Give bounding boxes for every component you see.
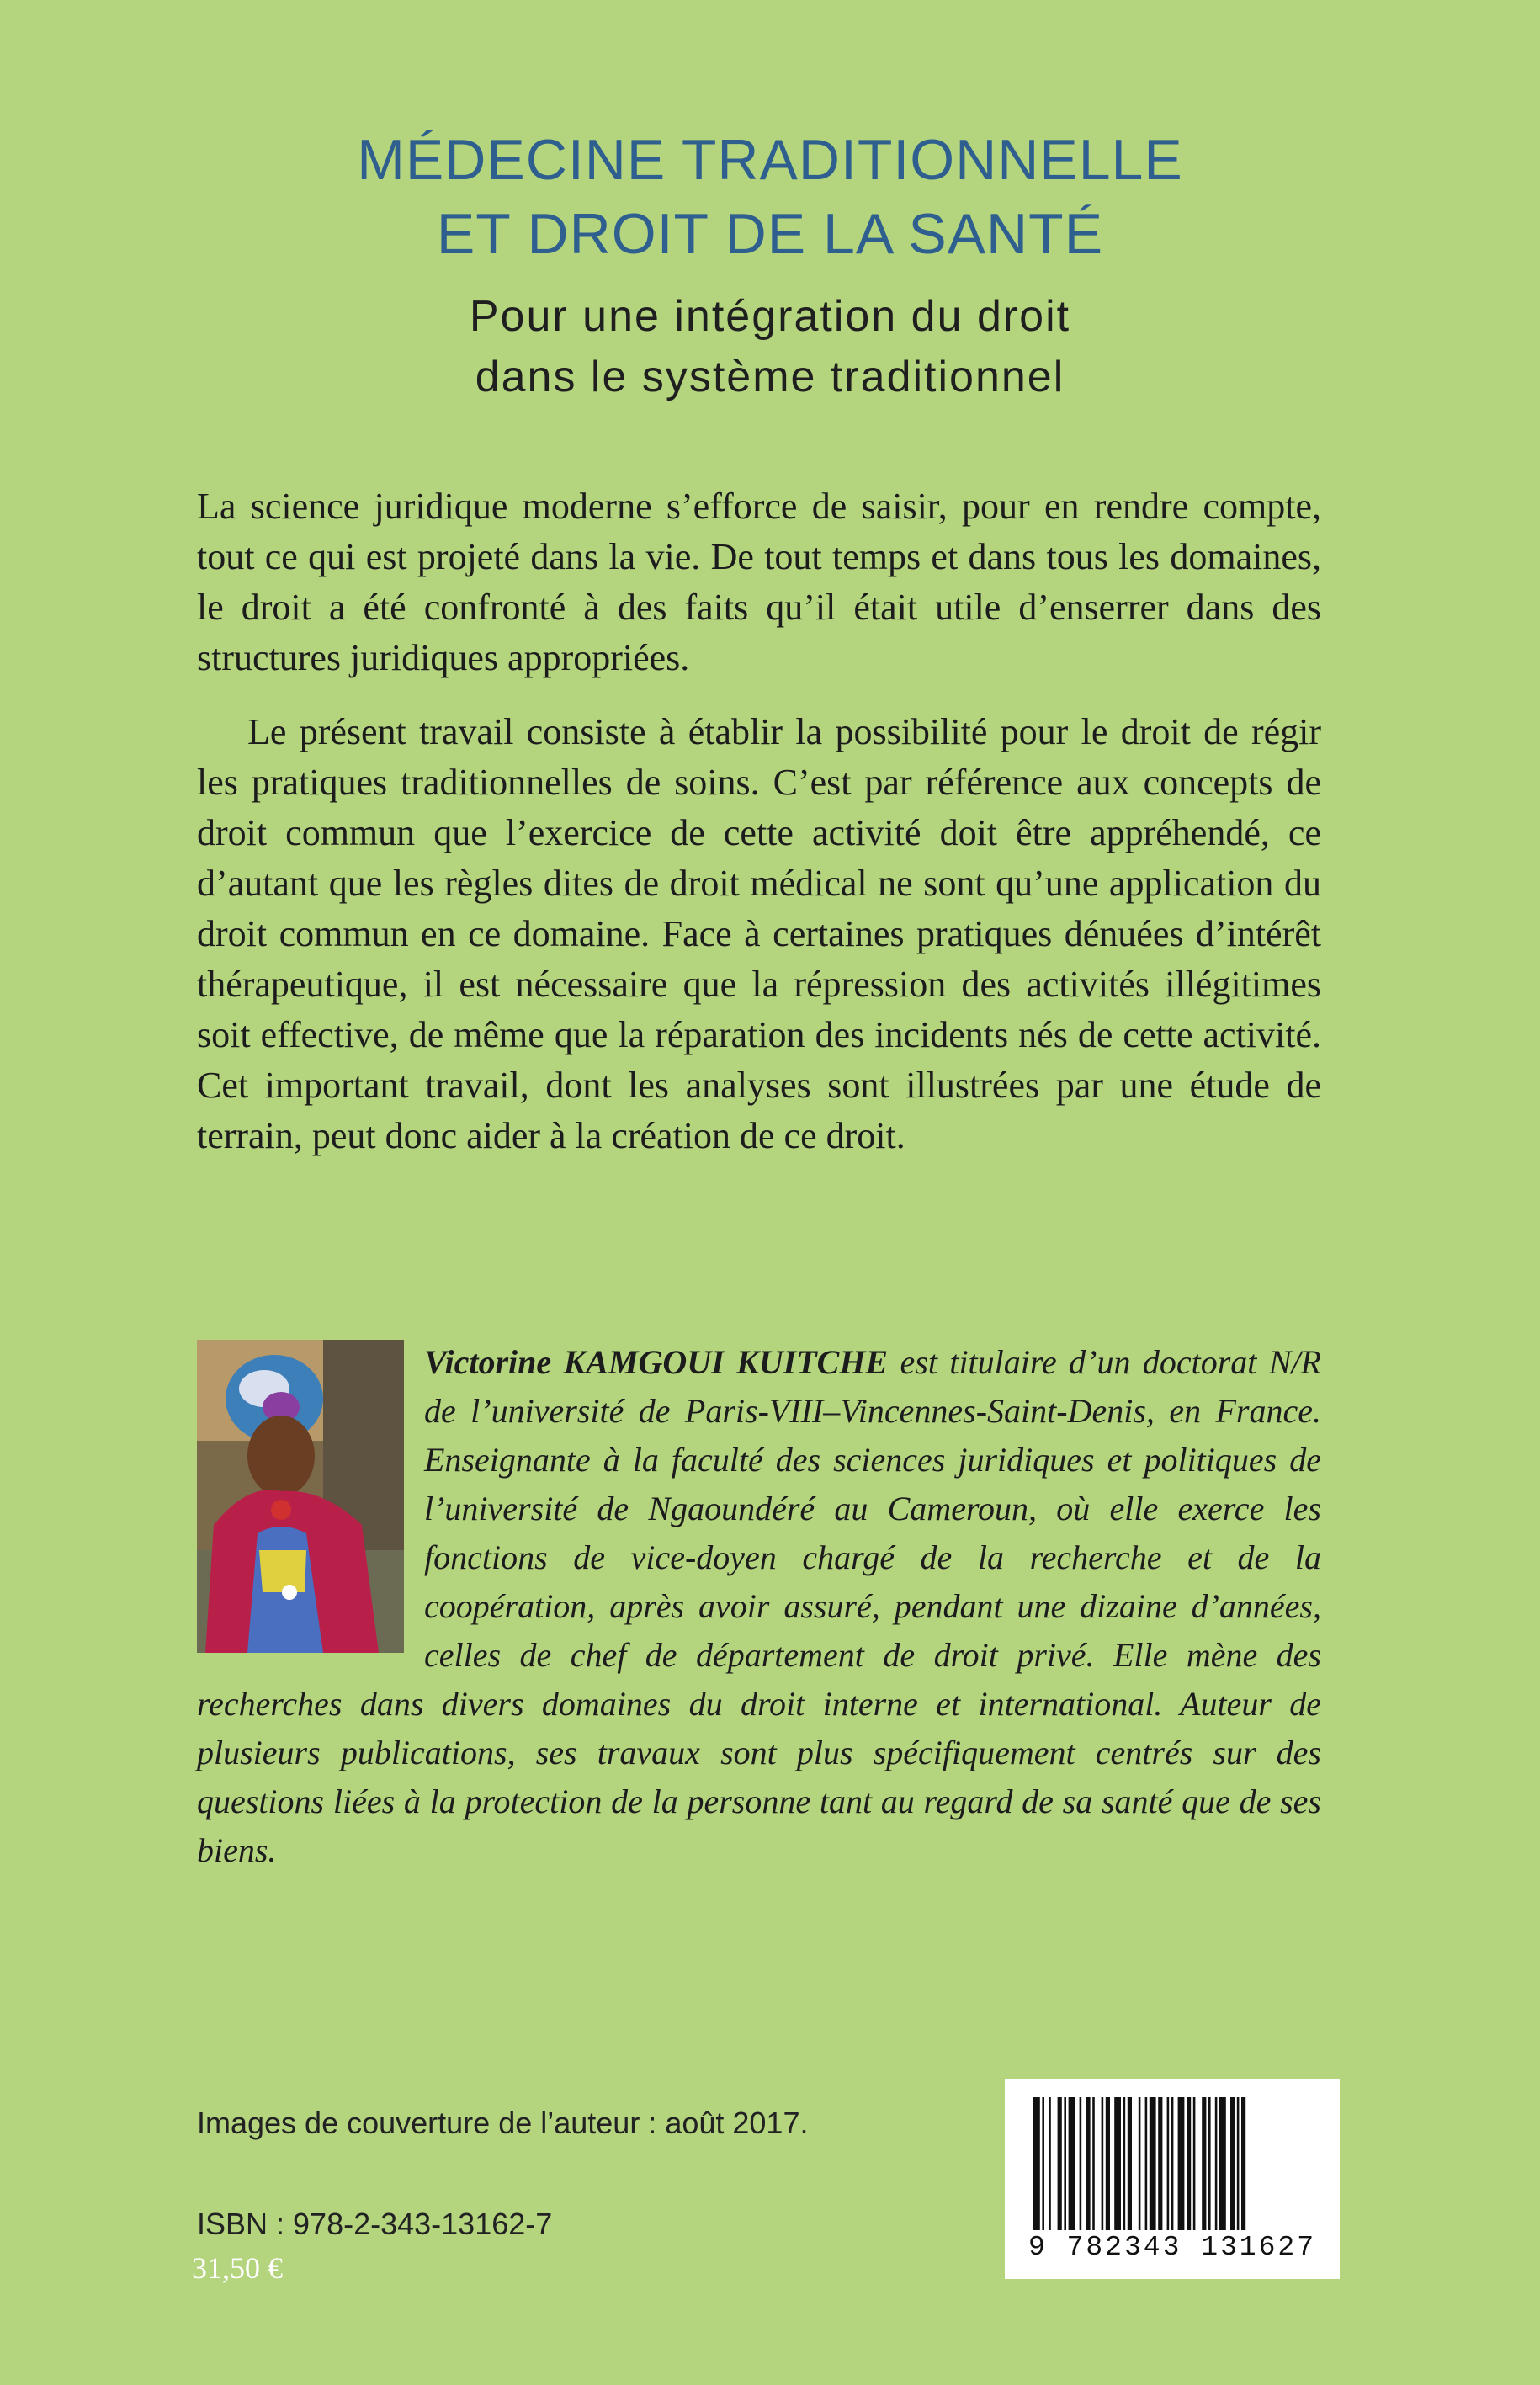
title-line-1: MÉDECINE TRADITIONNELLE <box>357 128 1183 192</box>
summary-paragraph-1: La science juridique moderne s’efforce de saisir, pour en rendre compte, tout ce qui est projeté dans la vie. De tout temps et dans tous les domaines, le droit a été confronté à des faits qu’il était utile d’enserrer dans des structures juridiques appropriées. <box>197 486 1321 678</box>
subtitle-line-1: Pour une intégration du droit <box>469 292 1071 341</box>
author-name: Victorine KAMGOUI KUITCHE <box>424 1343 889 1381</box>
barcode-number: 9 782343 131627 <box>1028 2232 1317 2263</box>
image-credit: Images de couverture de l’auteur : août 2017. <box>197 2106 809 2140</box>
title-line-2: ET DROIT DE LA SANTÉ <box>436 202 1104 266</box>
book-title <box>0 123 1540 271</box>
price: 31,50 € <box>192 2251 283 2285</box>
author-bio-text: est titulaire d’un doctorat N/R de l’université de Paris-VIII–Vincennes-Saint-Denis, en France. Enseignante à la faculté des sciences juridiques et politiques de l’université de Ngaoundéré au Cameroun, où elle exerce les fonctions de vice-doyen chargé de la recherche et de la coopération, après avoir assuré, pendant une dizaine d’années, celles de chef de département de droit privé. Elle mène des recherches dans divers domaines du droit interne et international. Auteur de plusieurs publications, ses travaux sont plus spécifiquement centrés sur des questions liées à la protection de la personne tant au regard de sa santé que de ses biens. <box>197 1343 1321 1869</box>
subtitle-line-2: dans le système traditionnel <box>475 353 1065 401</box>
barcode <box>1005 2079 1340 2279</box>
isbn: ISBN : 978-2-343-13162-7 <box>197 2207 553 2241</box>
author-photo <box>197 1340 404 1653</box>
author-bio <box>197 1338 1321 1875</box>
summary-paragraph-2: Le présent travail consiste à établir la possibilité pour le droit de régir les pratiques traditionnelles de soins. C’est par référence aux concepts de droit commun que l’exercice de cette activité doit être appréhendé, ce d’autant que les règles dites de droit médical ne sont qu’une application du droit commun en ce domaine. Face à certaines pratiques dénuées d’intérêt thérapeutique, il est nécessaire que la répression des activités illégitimes soit effective, de même que la réparation des incidents nés de cette activité. Cet important travail, dont les analyses sont illustrées par une étude de terrain, peut donc aider à la création de ce droit. <box>197 711 1321 1156</box>
book-subtitle <box>0 286 1540 407</box>
